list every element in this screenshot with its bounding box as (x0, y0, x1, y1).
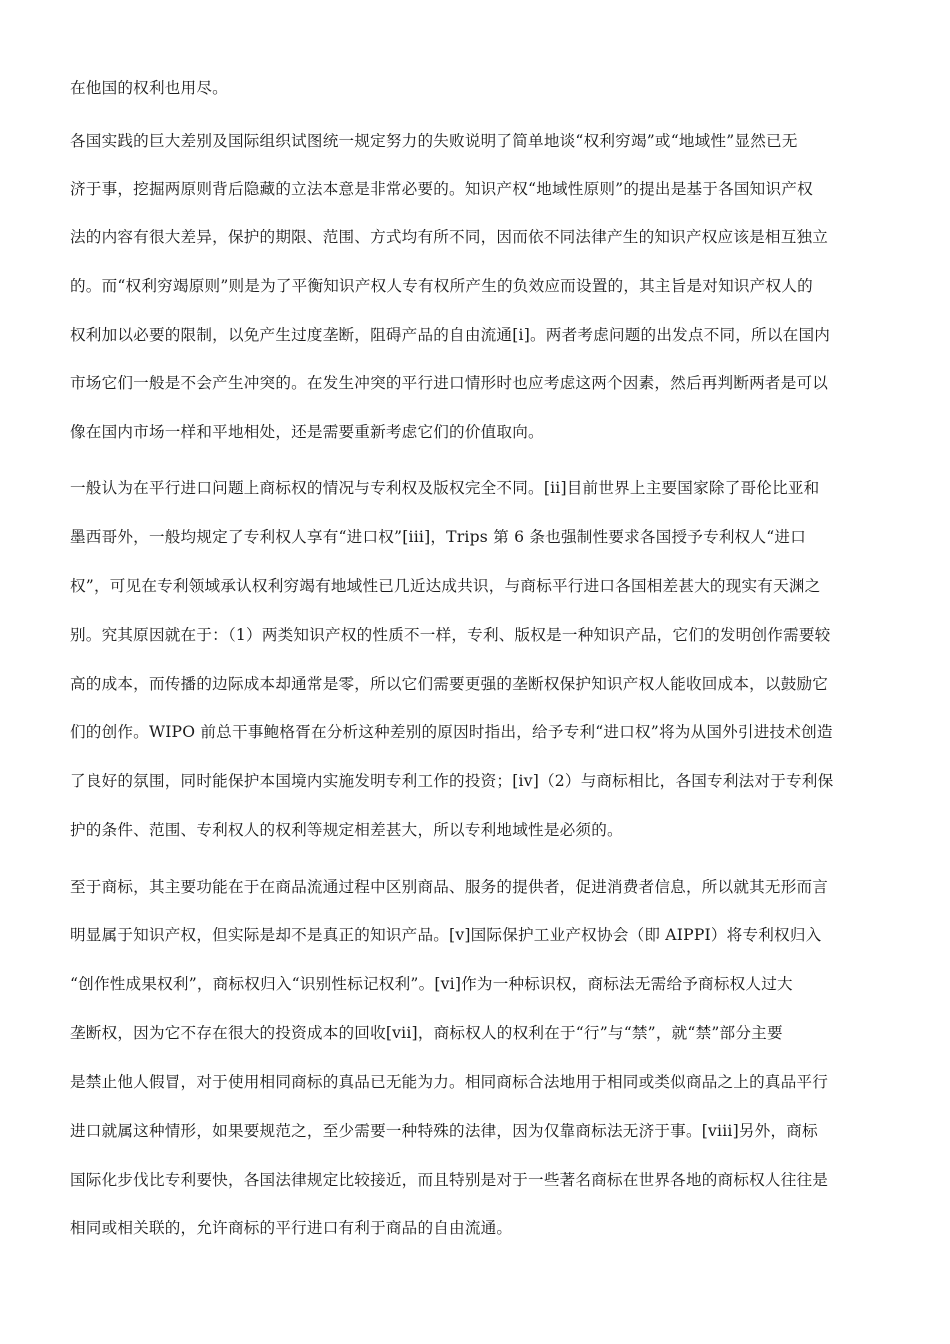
text-line: 市场它们一般是不会产生冲突的。在发生冲突的平行进口情形时也应考虑这两个因素，然后再判断两者是可以 (70, 374, 829, 392)
text-line: 像在国内市场一样和平地相处，还是需要重新考虑它们的价值取向。 (70, 423, 544, 441)
text-line: 墨西哥外，一般均规定了专利权人享有“进口权”[iii]，Trips 第 6 条也强制性要求各国授予专利权人“进口 (70, 528, 807, 546)
text-line: 一般认为在平行进口问题上商标权的情况与专利权及版权完全不同。[ii]目前世界上主要国家除了哥伦比亚和 (70, 479, 820, 497)
text-line: 国际化步伐比专利要快，各国法律规定比较接近，而且特别是对于一些著名商标在世界各地的商标权人往往是 (70, 1171, 829, 1189)
text-line: 进口就属这种情形，如果要规范之，至少需要一种特殊的法律，因为仅靠商标法无济于事。[viii]另外，商标 (70, 1122, 818, 1140)
text-line: 在他国的权利也用尽。 (70, 79, 228, 97)
text-line: 权”，可见在专利领域承认权利穷竭有地域性已几近达成共识，与商标平行进口各国相差甚大的现实有天渊之 (70, 577, 821, 595)
text-line: 相同或相关联的，允许商标的平行进口有利于商品的自由流通。 (70, 1219, 513, 1237)
text-line: 明显属于知识产权，但实际是却不是真正的知识产品。[v]国际保护工业产权协会（即 AIPPI）将专利权归入 (70, 926, 822, 944)
text-line: 别。究其原因就在于：（1）两类知识产权的性质不一样，专利、版权是一种知识产品，它们的发明创作需要较 (70, 626, 831, 644)
text-line: 各国实践的巨大差别及国际组织试图统一规定努力的失败说明了简单地谈“权利穷竭”或“地域性”显然已无 (70, 132, 798, 150)
text-line: 们的创作。WIPO 前总干事鲍格胥在分析这种差别的原因时指出，给予专利“进口权”将为从国外引进技术创造 (70, 723, 833, 741)
text-line: 至于商标，其主要功能在于在商品流通过程中区别商品、服务的提供者，促进消费者信息，所以就其无形而言 (70, 878, 829, 896)
text-line: 法的内容有很大差异，保护的期限、范围、方式均有所不同，因而依不同法律产生的知识产权应该是相互独立 (70, 228, 829, 246)
text-line: 是禁止他人假冒，对于使用相同商标的真品已无能为力。相同商标合法地用于相同或类似商品之上的真品平行 (70, 1073, 829, 1091)
text-line: “创作性成果权利”，商标权归入“识别性标记权利”。[vi]作为一种标识权，商标法无需给予商标权人过大 (70, 975, 793, 993)
text-line: 的。而“权利穷竭原则”则是为了平衡知识产权人专有权所产生的负效应而设置的，其主旨是对知识产权人的 (70, 277, 813, 295)
text-line: 垄断权，因为它不存在很大的投资成本的回收[vii]，商标权人的权利在于“行”与“禁”，就“禁”部分主要 (70, 1024, 783, 1042)
text-line: 护的条件、范围、专利权人的权利等规定相差甚大，所以专利地域性是必须的。 (70, 821, 623, 839)
text-line: 高的成本，而传播的边际成本却通常是零，所以它们需要更强的垄断权保护知识产权人能收回成本，以鼓励它 (70, 675, 829, 693)
text-line: 了良好的氛围，同时能保护本国境内实施发明专利工作的投资；[iv]（2）与商标相比，各国专利法对于专利保 (70, 772, 834, 790)
text-line: 济于事，挖掘两原则背后隐藏的立法本意是非常必要的。知识产权“地域性原则”的提出是基于各国知识产权 (70, 180, 813, 198)
text-line: 权利加以必要的限制，以免产生过度垄断，阻碍产品的自由流通[i]。两者考虑问题的出发点不同，所以在国内 (70, 326, 831, 344)
